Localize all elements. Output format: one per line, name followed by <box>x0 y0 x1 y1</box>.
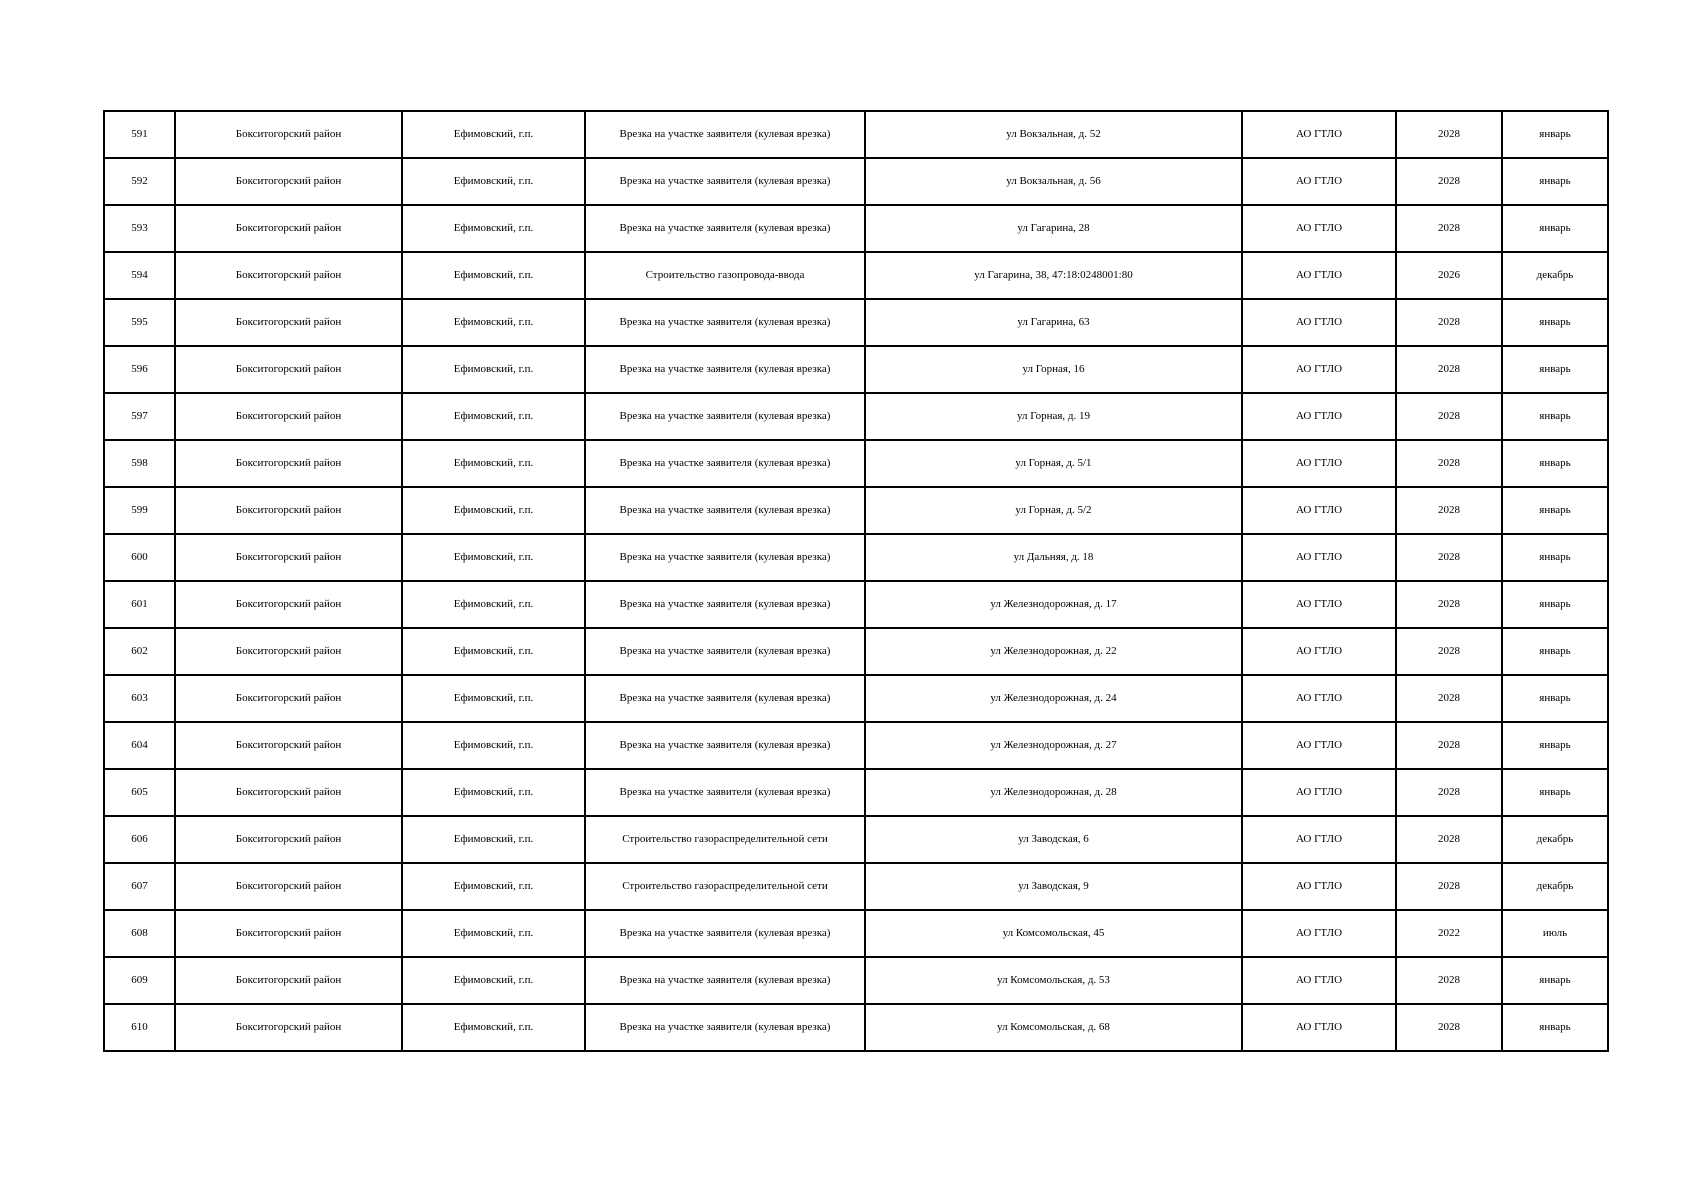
district-cell: Бокситогорский район <box>175 440 402 487</box>
settlement-cell: Ефимовский, г.п. <box>402 957 585 1004</box>
table-row <box>104 299 1608 346</box>
work-type-cell: Врезка на участке заявителя (кулевая врезка) <box>585 158 865 205</box>
table-row <box>104 252 1608 299</box>
district-cell: Бокситогорский район <box>175 534 402 581</box>
month-cell: январь <box>1502 722 1608 769</box>
table-row <box>104 1004 1608 1051</box>
district-cell: Бокситогорский район <box>175 299 402 346</box>
address-cell: ул Горная, д. 5/2 <box>865 487 1242 534</box>
row-number-cell: 600 <box>104 534 175 581</box>
settlement-cell: Ефимовский, г.п. <box>402 910 585 957</box>
district-cell: Бокситогорский район <box>175 111 402 158</box>
district-cell: Бокситогорский район <box>175 957 402 1004</box>
organization-cell: АО ГТЛО <box>1242 440 1396 487</box>
table-row <box>104 722 1608 769</box>
table-row <box>104 769 1608 816</box>
organization-cell: АО ГТЛО <box>1242 205 1396 252</box>
year-cell: 2028 <box>1396 769 1502 816</box>
address-cell: ул Железнодорожная, д. 17 <box>865 581 1242 628</box>
month-cell: январь <box>1502 675 1608 722</box>
district-cell: Бокситогорский район <box>175 581 402 628</box>
row-number-cell: 596 <box>104 346 175 393</box>
settlement-cell: Ефимовский, г.п. <box>402 863 585 910</box>
month-cell: январь <box>1502 299 1608 346</box>
table-row <box>104 487 1608 534</box>
table-row <box>104 957 1608 1004</box>
district-cell: Бокситогорский район <box>175 158 402 205</box>
month-cell: январь <box>1502 628 1608 675</box>
settlement-cell: Ефимовский, г.п. <box>402 1004 585 1051</box>
year-cell: 2028 <box>1396 111 1502 158</box>
row-number-cell: 591 <box>104 111 175 158</box>
organization-cell: АО ГТЛО <box>1242 910 1396 957</box>
organization-cell: АО ГТЛО <box>1242 393 1396 440</box>
settlement-cell: Ефимовский, г.п. <box>402 252 585 299</box>
address-cell: ул Железнодорожная, д. 24 <box>865 675 1242 722</box>
month-cell: январь <box>1502 487 1608 534</box>
district-cell: Бокситогорский район <box>175 675 402 722</box>
year-cell: 2028 <box>1396 393 1502 440</box>
work-type-cell: Врезка на участке заявителя (кулевая врезка) <box>585 675 865 722</box>
table-row <box>104 816 1608 863</box>
organization-cell: АО ГТЛО <box>1242 346 1396 393</box>
district-cell: Бокситогорский район <box>175 722 402 769</box>
work-type-cell: Врезка на участке заявителя (кулевая врезка) <box>585 769 865 816</box>
work-type-cell: Врезка на участке заявителя (кулевая врезка) <box>585 346 865 393</box>
year-cell: 2028 <box>1396 581 1502 628</box>
organization-cell: АО ГТЛО <box>1242 628 1396 675</box>
address-cell: ул Комсомольская, 45 <box>865 910 1242 957</box>
address-cell: ул Комсомольская, д. 53 <box>865 957 1242 1004</box>
row-number-cell: 603 <box>104 675 175 722</box>
year-cell: 2028 <box>1396 816 1502 863</box>
organization-cell: АО ГТЛО <box>1242 487 1396 534</box>
year-cell: 2028 <box>1396 863 1502 910</box>
row-number-cell: 592 <box>104 158 175 205</box>
table-row <box>104 628 1608 675</box>
settlement-cell: Ефимовский, г.п. <box>402 158 585 205</box>
settlement-cell: Ефимовский, г.п. <box>402 487 585 534</box>
table-row <box>104 675 1608 722</box>
row-number-cell: 599 <box>104 487 175 534</box>
year-cell: 2028 <box>1396 346 1502 393</box>
district-cell: Бокситогорский район <box>175 863 402 910</box>
month-cell: декабрь <box>1502 863 1608 910</box>
settlement-cell: Ефимовский, г.п. <box>402 722 585 769</box>
work-type-cell: Врезка на участке заявителя (кулевая врезка) <box>585 111 865 158</box>
organization-cell: АО ГТЛО <box>1242 158 1396 205</box>
table-row <box>104 534 1608 581</box>
year-cell: 2028 <box>1396 957 1502 1004</box>
row-number-cell: 595 <box>104 299 175 346</box>
row-number-cell: 607 <box>104 863 175 910</box>
address-cell: ул Комсомольская, д. 68 <box>865 1004 1242 1051</box>
work-type-cell: Врезка на участке заявителя (кулевая врезка) <box>585 628 865 675</box>
organization-cell: АО ГТЛО <box>1242 863 1396 910</box>
settlement-cell: Ефимовский, г.п. <box>402 675 585 722</box>
organization-cell: АО ГТЛО <box>1242 534 1396 581</box>
table-row <box>104 910 1608 957</box>
work-type-cell: Строительство газопровода-ввода <box>585 252 865 299</box>
month-cell: январь <box>1502 158 1608 205</box>
address-cell: ул Горная, д. 19 <box>865 393 1242 440</box>
settlement-cell: Ефимовский, г.п. <box>402 111 585 158</box>
district-cell: Бокситогорский район <box>175 487 402 534</box>
organization-cell: АО ГТЛО <box>1242 111 1396 158</box>
month-cell: январь <box>1502 205 1608 252</box>
work-type-cell: Врезка на участке заявителя (кулевая врезка) <box>585 487 865 534</box>
address-cell: ул Вокзальная, д. 52 <box>865 111 1242 158</box>
organization-cell: АО ГТЛО <box>1242 722 1396 769</box>
year-cell: 2026 <box>1396 252 1502 299</box>
table-body <box>104 111 1608 1051</box>
year-cell: 2028 <box>1396 1004 1502 1051</box>
month-cell: декабрь <box>1502 816 1608 863</box>
organization-cell: АО ГТЛО <box>1242 581 1396 628</box>
month-cell: январь <box>1502 769 1608 816</box>
address-cell: ул Вокзальная, д. 56 <box>865 158 1242 205</box>
settlement-cell: Ефимовский, г.п. <box>402 534 585 581</box>
work-type-cell: Врезка на участке заявителя (кулевая врезка) <box>585 1004 865 1051</box>
district-cell: Бокситогорский район <box>175 628 402 675</box>
organization-cell: АО ГТЛО <box>1242 252 1396 299</box>
work-type-cell: Врезка на участке заявителя (кулевая врезка) <box>585 957 865 1004</box>
table-row <box>104 863 1608 910</box>
work-type-cell: Врезка на участке заявителя (кулевая врезка) <box>585 581 865 628</box>
row-number-cell: 594 <box>104 252 175 299</box>
address-cell: ул Железнодорожная, д. 28 <box>865 769 1242 816</box>
month-cell: январь <box>1502 440 1608 487</box>
year-cell: 2022 <box>1396 910 1502 957</box>
address-cell: ул Железнодорожная, д. 27 <box>865 722 1242 769</box>
address-cell: ул Дальняя, д. 18 <box>865 534 1242 581</box>
organization-cell: АО ГТЛО <box>1242 675 1396 722</box>
district-cell: Бокситогорский район <box>175 393 402 440</box>
year-cell: 2028 <box>1396 205 1502 252</box>
row-number-cell: 606 <box>104 816 175 863</box>
district-cell: Бокситогорский район <box>175 910 402 957</box>
settlement-cell: Ефимовский, г.п. <box>402 440 585 487</box>
row-number-cell: 602 <box>104 628 175 675</box>
organization-cell: АО ГТЛО <box>1242 957 1396 1004</box>
year-cell: 2028 <box>1396 628 1502 675</box>
table-row <box>104 393 1608 440</box>
district-cell: Бокситогорский район <box>175 1004 402 1051</box>
settlement-cell: Ефимовский, г.п. <box>402 393 585 440</box>
address-cell: ул Гагарина, 28 <box>865 205 1242 252</box>
month-cell: январь <box>1502 534 1608 581</box>
address-cell: ул Железнодорожная, д. 22 <box>865 628 1242 675</box>
district-cell: Бокситогорский район <box>175 346 402 393</box>
address-cell: ул Горная, 16 <box>865 346 1242 393</box>
year-cell: 2028 <box>1396 299 1502 346</box>
address-cell: ул Заводская, 9 <box>865 863 1242 910</box>
district-cell: Бокситогорский район <box>175 205 402 252</box>
month-cell: январь <box>1502 393 1608 440</box>
address-cell: ул Гагарина, 38, 47:18:0248001:80 <box>865 252 1242 299</box>
work-type-cell: Врезка на участке заявителя (кулевая врезка) <box>585 205 865 252</box>
year-cell: 2028 <box>1396 158 1502 205</box>
work-type-cell: Врезка на участке заявителя (кулевая врезка) <box>585 393 865 440</box>
settlement-cell: Ефимовский, г.п. <box>402 581 585 628</box>
organization-cell: АО ГТЛО <box>1242 1004 1396 1051</box>
work-type-cell: Врезка на участке заявителя (кулевая врезка) <box>585 722 865 769</box>
table-row <box>104 440 1608 487</box>
table-row <box>104 158 1608 205</box>
work-type-cell: Строительство газораспределительной сети <box>585 863 865 910</box>
organization-cell: АО ГТЛО <box>1242 299 1396 346</box>
district-cell: Бокситогорский район <box>175 816 402 863</box>
settlement-cell: Ефимовский, г.п. <box>402 205 585 252</box>
row-number-cell: 608 <box>104 910 175 957</box>
settlement-cell: Ефимовский, г.п. <box>402 816 585 863</box>
district-cell: Бокситогорский район <box>175 252 402 299</box>
table-row <box>104 111 1608 158</box>
month-cell: июль <box>1502 910 1608 957</box>
month-cell: январь <box>1502 1004 1608 1051</box>
month-cell: январь <box>1502 111 1608 158</box>
row-number-cell: 593 <box>104 205 175 252</box>
table-row <box>104 205 1608 252</box>
organization-cell: АО ГТЛО <box>1242 769 1396 816</box>
row-number-cell: 601 <box>104 581 175 628</box>
work-type-cell: Врезка на участке заявителя (кулевая врезка) <box>585 299 865 346</box>
settlement-cell: Ефимовский, г.п. <box>402 346 585 393</box>
work-type-cell: Врезка на участке заявителя (кулевая врезка) <box>585 910 865 957</box>
year-cell: 2028 <box>1396 487 1502 534</box>
organization-cell: АО ГТЛО <box>1242 816 1396 863</box>
row-number-cell: 610 <box>104 1004 175 1051</box>
work-type-cell: Врезка на участке заявителя (кулевая врезка) <box>585 534 865 581</box>
settlement-cell: Ефимовский, г.п. <box>402 299 585 346</box>
year-cell: 2028 <box>1396 675 1502 722</box>
row-number-cell: 598 <box>104 440 175 487</box>
data-table <box>103 110 1609 1052</box>
year-cell: 2028 <box>1396 440 1502 487</box>
table-row <box>104 581 1608 628</box>
district-cell: Бокситогорский район <box>175 769 402 816</box>
month-cell: декабрь <box>1502 252 1608 299</box>
year-cell: 2028 <box>1396 534 1502 581</box>
settlement-cell: Ефимовский, г.п. <box>402 628 585 675</box>
work-type-cell: Строительство газораспределительной сети <box>585 816 865 863</box>
year-cell: 2028 <box>1396 722 1502 769</box>
address-cell: ул Заводская, 6 <box>865 816 1242 863</box>
settlement-cell: Ефимовский, г.п. <box>402 769 585 816</box>
table-row <box>104 346 1608 393</box>
address-cell: ул Гагарина, 63 <box>865 299 1242 346</box>
row-number-cell: 609 <box>104 957 175 1004</box>
month-cell: январь <box>1502 957 1608 1004</box>
work-type-cell: Врезка на участке заявителя (кулевая врезка) <box>585 440 865 487</box>
row-number-cell: 604 <box>104 722 175 769</box>
month-cell: январь <box>1502 581 1608 628</box>
row-number-cell: 597 <box>104 393 175 440</box>
row-number-cell: 605 <box>104 769 175 816</box>
address-cell: ул Горная, д. 5/1 <box>865 440 1242 487</box>
month-cell: январь <box>1502 346 1608 393</box>
